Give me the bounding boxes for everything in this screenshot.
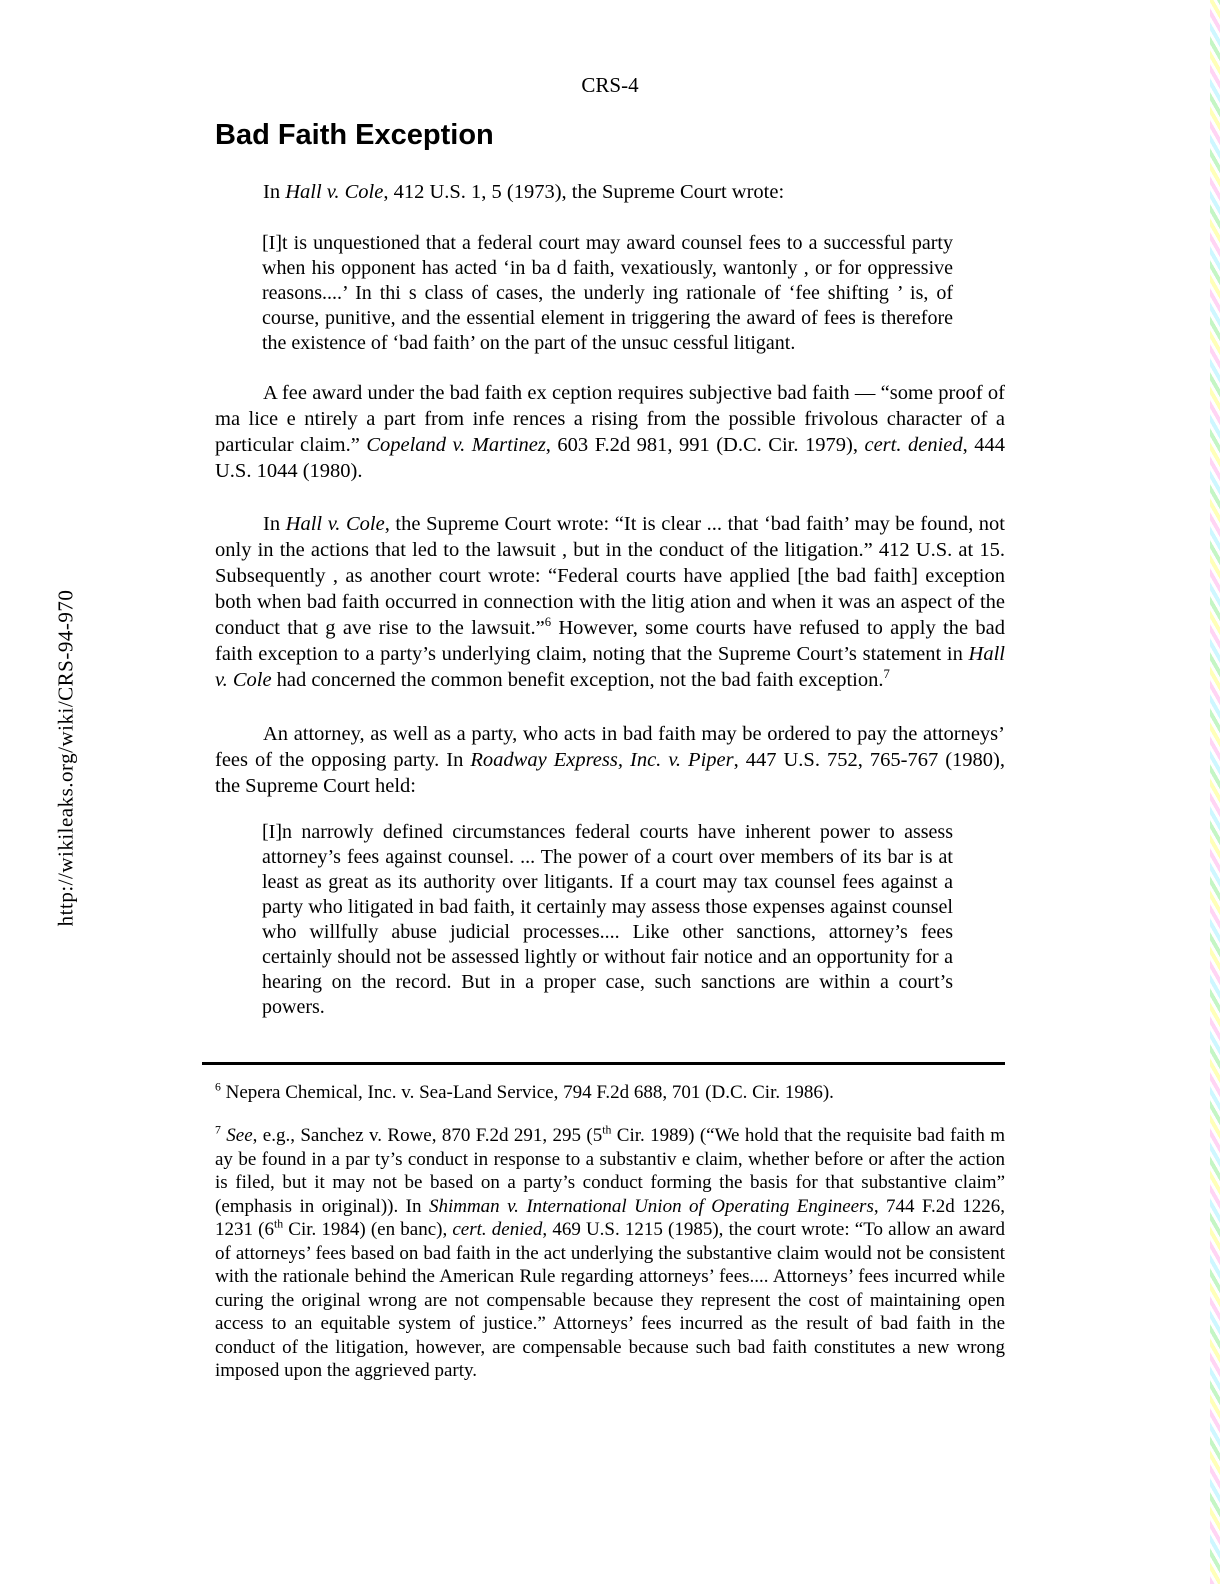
footnote-6: $^6$ Nepera Chemical, Inc. v. Sea-Land Service, 794 F.2d 688, 701 (D.C. Cir. 1986). — [215, 1080, 834, 1103]
section-heading: Bad Faith Exception — [215, 119, 494, 151]
page-content — [215, 0, 1005, 1383]
paragraph-intro: In Hall v. Cole, 412 U.S. 1, 5 (1973), the Supreme Court wrote: — [263, 180, 785, 203]
paragraph-fee-award: A fee award under the bad faith ex ception requires subjective bad faith — “some proof of ma lice e ntirely a part from infe rences a rising from the possible frivolous character of a particular claim.” Copeland v. Martinez, 603 F.2d 981, 991 (D.C. Cir. 1979), cert. denied, 444 U.S. 1044 (1980). — [215, 381, 1006, 482]
blockquote-hall-v-cole: [I]t is unquestioned that a federal court may award counsel fees to a successful party when his opponent has acted ‘in ba d faith, vexatiously, wantonly , or for oppressive reasons....’ In thi s class of cases, the underly ing rationale of ‘fee shifting ’ is, of course, punitive, and the essential element in triggering the award of fees is therefore the existence of ‘bad faith’ on the part of the unsuc cessful litigant. — [262, 231, 953, 354]
paragraph-hall-cole: In Hall v. Cole, the Supreme Court wrote: “It is clear ... that ‘bad faith’ may be found, not only in the actions that led to the lawsuit , but in the conduct of the litigation.” 412 U.S. at 15. Subsequently , as another court wrote: “Federal courts have applied [the bad faith] exception both when bad faith occurred in connection with the litig ation and when it was an aspect of the conduct that g ave rise to the lawsuit.”$^6$ However, some courts have refused to apply the bad faith exception to a party’s underlying claim, noting that the Supreme Court’s statement in Hall v. Cole had concerned the common benefit exception, not the bad faith exception.$^7$ — [215, 512, 1005, 691]
blockquote-roadway-express: [I]n narrowly defined circumstances federal courts have inherent power to assess attorney’s fees against counsel. ... The power of a court over members of its bar is at least as great as its authority over litigants. If a court may tax counsel fees against a party who litigated in bad faith, it certainly may assess those expenses against counsel who willfully abuse judicial processes.... Like other sanctions, attorney’s fees certainly should not be assessed lightly or without fair notice and an opportunity for a hearing on the record. But in a proper case, such sanctions are within a court’s powers. — [262, 820, 953, 1018]
paragraph-attorney: An attorney, as well as a party, who acts in bad faith may be ordered to pay the attorneys’ fees of the opposing party. In Roadway Express, Inc. v. Piper, 447 U.S. 752, 765-767 (1980), the Supreme Court held: — [215, 722, 1005, 797]
scan-edge-pattern — [1210, 0, 1220, 1584]
page-number: CRS-4 — [581, 73, 639, 97]
watermark-url: http://wikileaks.org/wiki/CRS-94-970 — [53, 589, 78, 927]
footnote-7: $^7$ See, e.g., Sanchez v. Rowe, 870 F.2d 291, 295 (5th Cir. 1989) (“We hold that the requisite bad faith m ay be found in a par ty’s conduct in response to a substantiv e claim, whether before or after the action is filed, but it may not be based on a party’s conduct forming the basis for that substantive claim” (emphasis in original)). In Shimman v. International Union of Operating Engineers, 744 F.2d 1226, 1231 (6th Cir. 1984) (en banc), cert. denied, 469 U.S. 1215 (1985), the court wrote: “To allow an award of attorneys’ fees based on bad faith in the act underlying the substantive claim would not be consistent with the rationale behind the American Rule regarding attorneys’ fees.... Attorneys’ fees incurred while curing the original wrong are not compensable because they represent the cost of maintaining open access to an equitable system of justice.” Attorneys’ fees incurred as the result of bad faith in the conduct of the litigation, however, are compensable because such bad faith constitutes a new wrong imposed upon the aggrieved party. — [215, 1124, 1006, 1382]
footnote-separator-rule — [202, 1062, 1005, 1065]
